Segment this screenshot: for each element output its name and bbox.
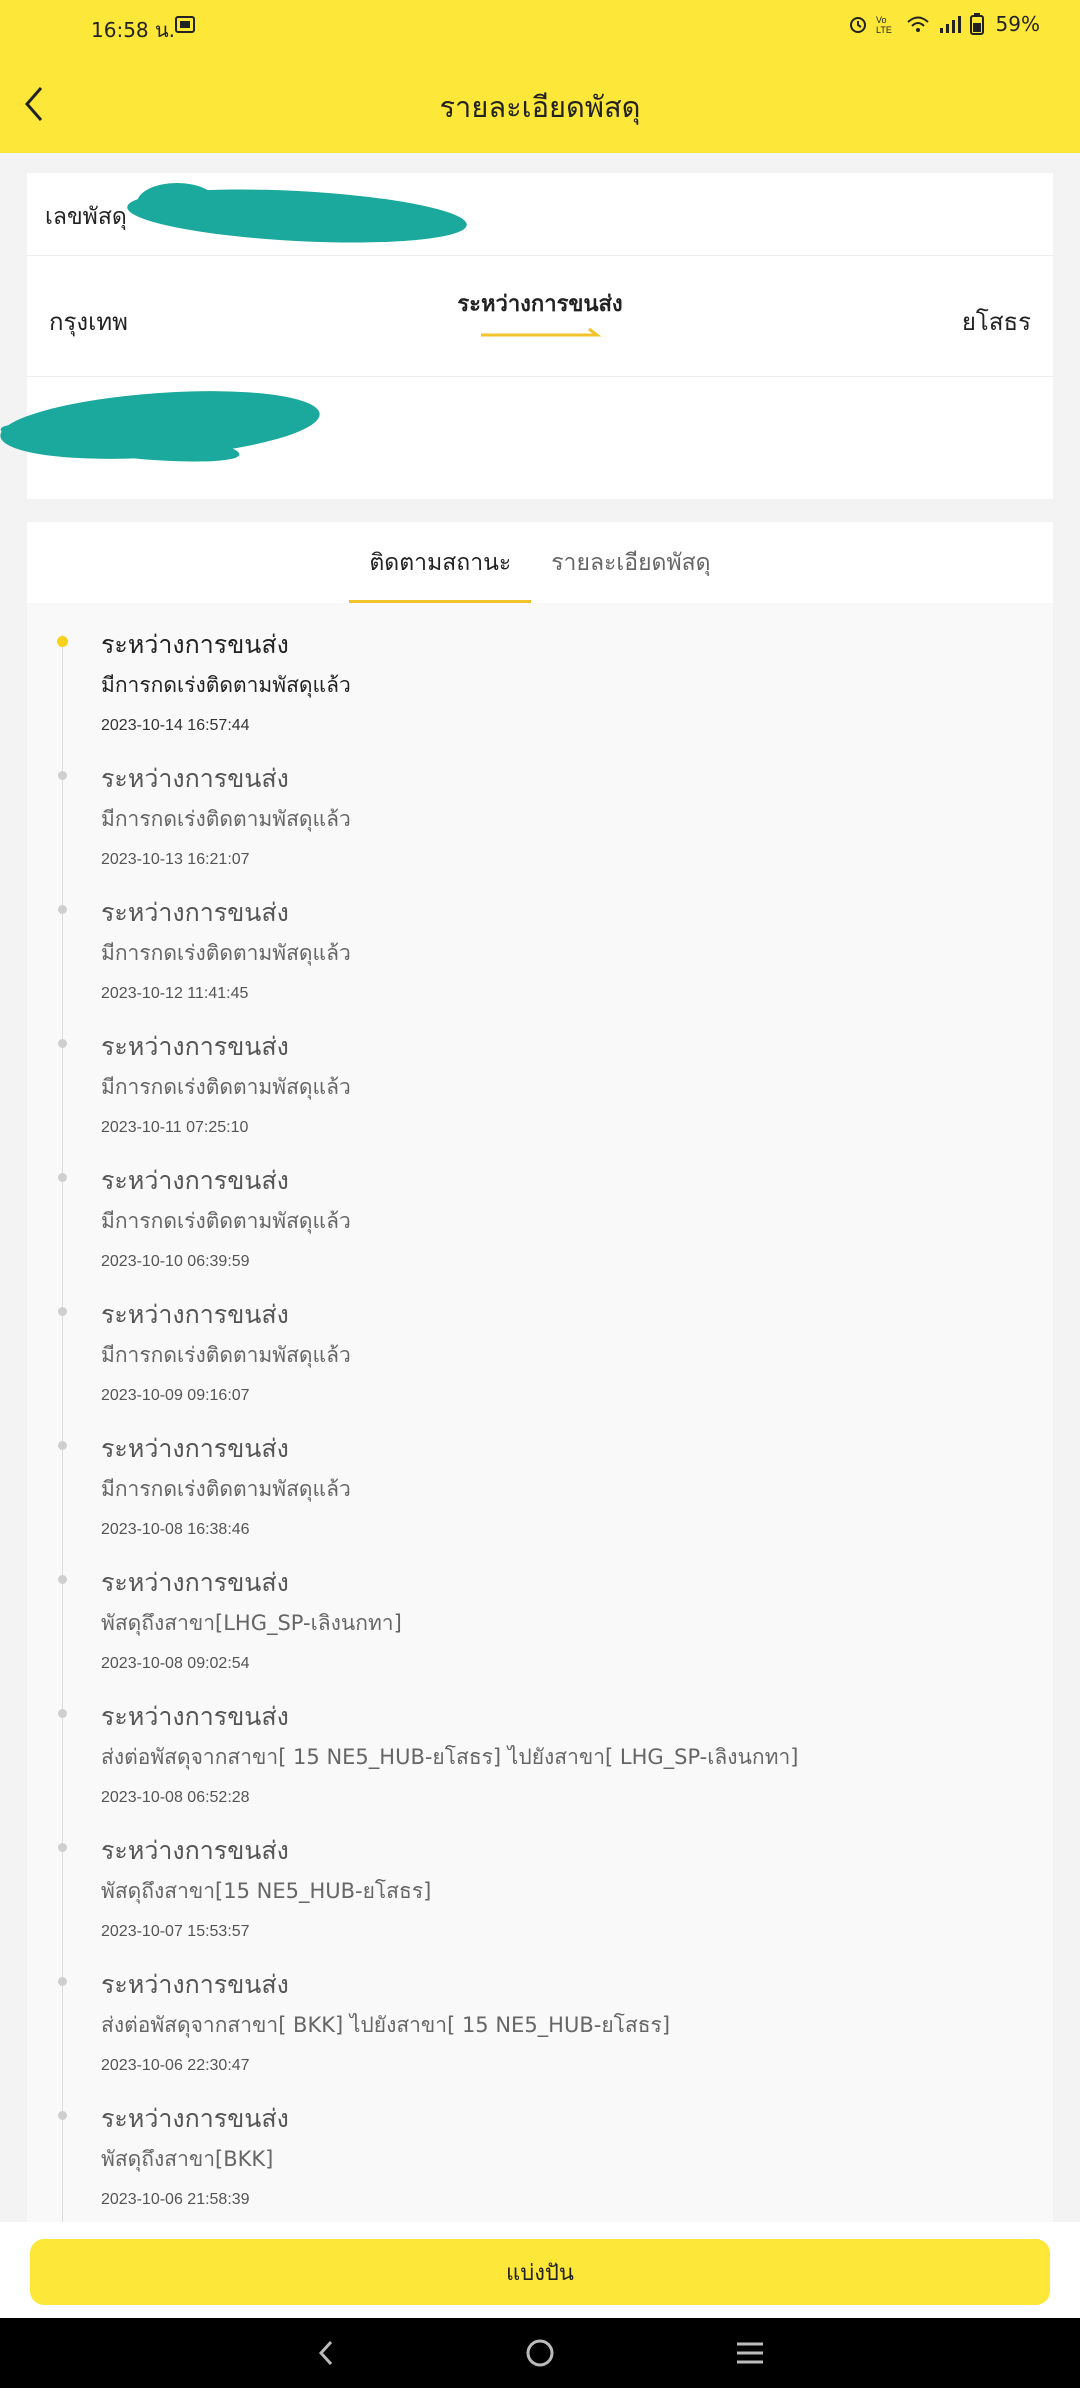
parcel-summary-card [27,173,1053,499]
timeline-status: ระหว่างการขนส่ง [101,1702,289,1731]
status-dot [58,2111,67,2120]
status-bar [0,0,1080,54]
parcel-number-row [27,173,1053,256]
share-button[interactable]: แบ่งปัน [30,2239,1050,2305]
timeline-description: มีการกดเร่งติดตามพัสดุแล้ว [101,807,351,831]
current-status-dot [57,636,68,647]
timeline-timestamp: 2023-10-14 16:57:44 [101,717,250,734]
timeline-status: ระหว่างการขนส่ง [101,630,289,659]
timeline-status: ระหว่างการขนส่ง [101,1300,289,1329]
timeline-timestamp: 2023-10-12 11:41:45 [101,985,249,1002]
system-nav-bar [0,2318,1080,2388]
timeline-timestamp: 2023-10-09 09:16:07 [101,1387,250,1404]
battery-percentage: 59% [995,12,1040,36]
svg-text:LTE: LTE [875,25,892,35]
timeline-item [27,1421,1053,1555]
status-dot [58,1173,67,1182]
timeline-status: ระหว่างการขนส่ง [101,1836,289,1865]
status-dot [58,1843,67,1852]
alarm-icon [848,14,868,34]
svg-text:Vo: Vo [875,15,887,25]
status-dot [58,771,67,780]
timeline-item [27,1555,1053,1689]
timeline-timestamp: 2023-10-07 15:53:57 [101,1923,250,1940]
timeline-description: พัสดุถึงสาขา[LHG_SP-เลิงนกทา] [101,1611,402,1635]
timeline-item [27,617,1053,751]
timeline-timestamp: 2023-10-08 06:52:28 [101,1789,250,1806]
timeline-description: มีการกดเร่งติดตามพัสดุแล้ว [101,673,351,697]
timeline-item [27,1153,1053,1287]
media-icon [175,15,195,34]
parcel-number-label: เลขพัสดุ [45,204,127,230]
timeline-timestamp: 2023-10-11 07:25:10 [101,1119,249,1136]
nav-recents-icon [735,2341,765,2365]
nav-recents-button[interactable] [730,2335,770,2371]
timeline-item [27,1957,1053,2091]
timeline-item [27,1823,1053,1957]
timeline-item [27,1019,1053,1153]
timeline-description: มีการกดเร่งติดตามพัสดุแล้ว [101,1477,351,1501]
timeline-description: มีการกดเร่งติดตามพัสดุแล้ว [101,941,351,965]
signal-icon [938,14,962,34]
recipient-row [27,377,1053,499]
timeline-timestamp: 2023-10-08 09:02:54 [101,1655,250,1672]
redaction-mark [137,183,217,223]
timeline-status: ระหว่างการขนส่ง [101,764,289,793]
timeline-status: ระหว่างการขนส่ง [101,1434,289,1463]
timeline-status: ระหว่างการขนส่ง [101,1166,289,1195]
status-dot [58,905,67,914]
status-dot [58,1441,67,1450]
page-title: รายละเอียดพัสดุ [439,90,641,124]
timeline-status: ระหว่างการขนส่ง [101,2104,289,2133]
timeline-item [27,1287,1053,1421]
wifi-icon [906,14,930,34]
route-row [27,256,1053,377]
timeline-description: มีการกดเร่งติดตามพัสดุแล้ว [101,1075,351,1099]
status-dot [58,1575,67,1584]
nav-back-icon [318,2340,334,2366]
timeline-timestamp: 2023-10-13 16:21:07 [101,851,250,868]
route-destination: ยโสธร [961,308,1031,336]
tab-bar [27,522,1053,603]
timeline-description: พัสดุถึงสาขา[BKK] [101,2147,274,2171]
timeline-description: มีการกดเร่งติดตามพัสดุแล้ว [101,1209,351,1233]
status-dot [58,1307,67,1316]
tracking-timeline [27,603,1053,2222]
tab-tracking-status[interactable] [349,522,531,603]
timeline-status: ระหว่างการขนส่ง [101,1970,289,1999]
timeline-item [27,2091,1053,2225]
nav-home-button[interactable] [520,2335,560,2371]
tracking-panel [27,522,1053,2222]
arrow-right-icon [479,326,603,340]
timeline-status: ระหว่างการขนส่ง [101,898,289,927]
timeline-item [27,885,1053,1019]
bottom-action-area [0,2222,1080,2318]
tab-label: รายละเอียดพัสดุ [551,549,711,576]
status-icons [848,12,1040,36]
timeline-timestamp: 2023-10-06 21:58:39 [101,2191,250,2208]
status-dot [58,1039,67,1048]
timeline-description: ส่งต่อพัสดุจากสาขา[ 15 NE5_HUB-ยโสธร] ไปยังสาขา[ LHG_SP-เลิงนกทา] [101,1745,799,1769]
timeline-description: มีการกดเร่งติดตามพัสดุแล้ว [101,1343,351,1367]
timeline-description: ส่งต่อพัสดุจากสาขา[ BKK] ไปยังสาขา[ 15 NE5_HUB-ยโสธร] [101,2013,671,2037]
status-dot [58,1977,67,1986]
timeline-description: พัสดุถึงสาขา[15 NE5_HUB-ยโสธร] [101,1879,432,1903]
page-header [0,54,1080,153]
battery-icon [970,13,984,35]
nav-back-button[interactable] [306,2335,346,2371]
tab-label: ติดตามสถานะ [369,549,512,576]
volte-icon [876,13,898,35]
timeline-item [27,1689,1053,1823]
timeline-status: ระหว่างการขนส่ง [101,1568,289,1597]
timeline-timestamp: 2023-10-06 22:30:47 [101,2057,250,2074]
timeline-status: ระหว่างการขนส่ง [101,1032,289,1061]
status-dot [58,1709,67,1718]
route-status: ระหว่างการขนส่ง [457,292,623,317]
timeline-timestamp: 2023-10-08 16:38:46 [101,1521,250,1538]
status-time: 16:58 น. [91,18,176,42]
timeline-timestamp: 2023-10-10 06:39:59 [101,1253,250,1270]
nav-home-icon [525,2338,555,2368]
timeline-item [27,751,1053,885]
tab-parcel-details[interactable] [531,522,730,603]
route-origin: กรุงเทพ [49,308,128,336]
